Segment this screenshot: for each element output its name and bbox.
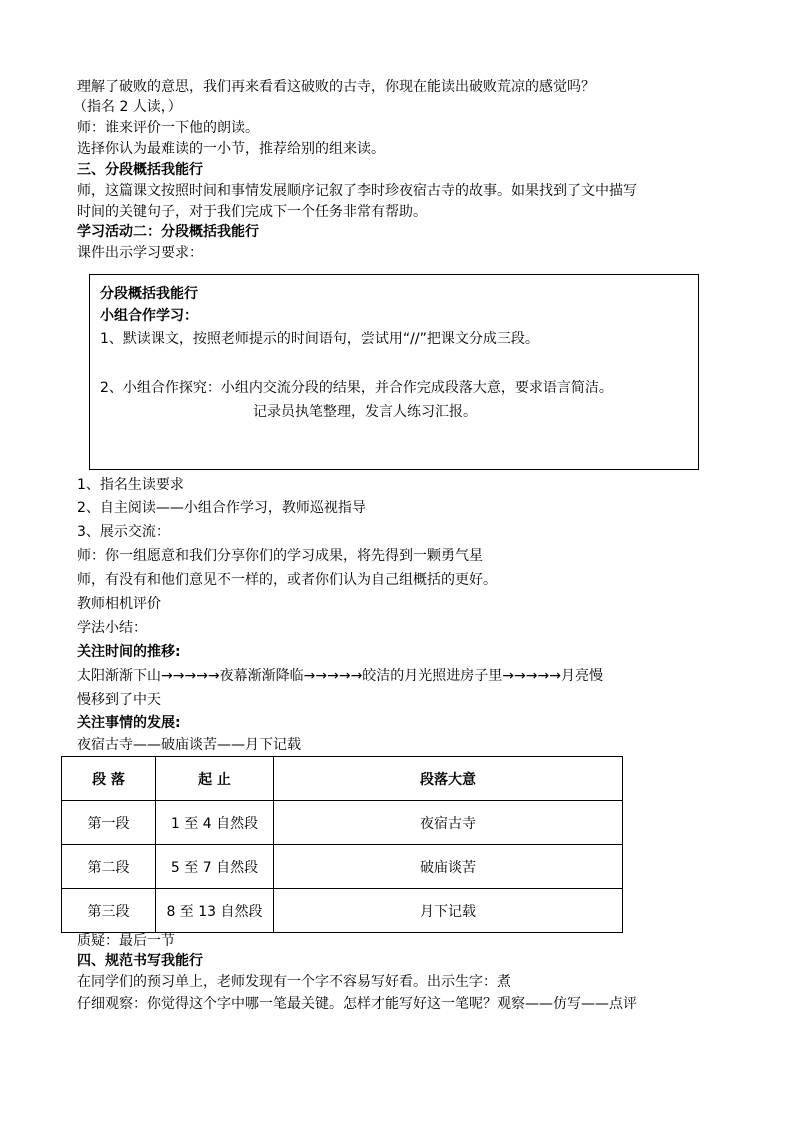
time-heading: 关注时间的推移: [77,644,181,660]
header-cell: 段落大意 [274,757,623,801]
paragraph-line: （指名 2 人读，） [73,99,182,115]
table-cell: 月下记载 [274,889,623,933]
section-summary-table [61,756,623,933]
box-subtitle: 小组合作学习： [100,308,198,324]
paragraph-line: 质疑：最后一节 [77,933,175,949]
table-cell: 夜宿古寺 [274,801,623,845]
table-cell: 第三段 [62,889,156,933]
table-cell: 破庙谈苦 [274,845,623,889]
activity-heading: 学习活动二：分段概括我能行 [77,224,259,240]
paragraph-line: 教师相机评价 [77,596,161,612]
table-cell: 第一段 [62,801,156,845]
paragraph-line: 学法小结： [77,620,147,636]
paragraph-line: 仔细观察：你觉得这个字中哪一笔最关键。怎样才能写好这一笔呢？观察——仿写——点评 [77,996,637,1012]
header-cell: 段 落 [62,757,156,801]
box-item: 2、小组合作探究：小组内交流分段的结果，并合作完成段落大意，要求语言简洁。 [100,380,613,396]
table-row [62,845,623,889]
paragraph-line: 在同学们的预习单上，老师发现有一个字不容易写好看。出示生字：煮 [77,974,511,990]
paragraph-line: 1、指名生读要求 [77,477,184,493]
table-cell: 第二段 [62,845,156,889]
table-row [62,889,623,933]
paragraph-line: 师，有没有和他们意见不一样的，或者你们认为自己组概括的更好。 [77,572,497,588]
table-cell: 8 至 13 自然段 [156,889,274,933]
time-sequence-line: 太阳渐渐下山→→→→→夜幕渐渐降临→→→→→皎洁的月光照进房子里→→→→→月亮慢 [77,668,603,684]
event-heading: 关注事情的发展: [77,715,181,731]
paragraph-line: 师：你一组愿意和我们分享你们的学习成果，将先得到一颗勇气星 [77,548,483,564]
table-cell: 1 至 4 自然段 [156,801,274,845]
table-header-row [62,757,623,801]
box-item: 记录员执笔整理，发言人练习汇报。 [253,404,477,420]
section-heading-3: 三、分段概括我能行 [77,162,203,178]
paragraph-line: 3、展示交流： [77,524,170,540]
paragraph-line: 师，这篇课文按照时间和事情发展顺序记叙了李时珍夜宿古寺的故事。如果找到了文中描写 [77,183,637,199]
section-heading-4: 四、规范书写我能行 [77,953,203,969]
header-cell: 起 止 [156,757,274,801]
paragraph-line: 理解了破败的意思，我们再来看看这破败的古寺，你现在能读出破败荒凉的感觉吗？ [77,79,595,95]
paragraph-line: 时间的关键句子，对于我们完成下一个任务非常有帮助。 [77,204,427,220]
box-item: 1、默读课文，按照老师提示的时间语句，尝试用“//”把课文分成三段。 [100,331,539,347]
requirements-box [89,274,699,470]
table-row [62,801,623,845]
box-title: 分段概括我能行 [100,286,198,302]
table-cell: 5 至 7 自然段 [156,845,274,889]
paragraph-line: 师：谁来评价一下他的朗读。 [77,120,259,136]
time-sequence-line: 慢移到了中天 [77,692,161,708]
paragraph-line: 2、自主阅读——小组合作学习，教师巡视指导 [77,500,366,516]
paragraph-line: 选择你认为最难读的一小节，推荐给别的组来读。 [77,141,385,157]
paragraph-line: 课件出示学习要求： [77,245,203,261]
event-sequence-line: 夜宿古寺——破庙谈苦——月下记载 [77,737,301,753]
